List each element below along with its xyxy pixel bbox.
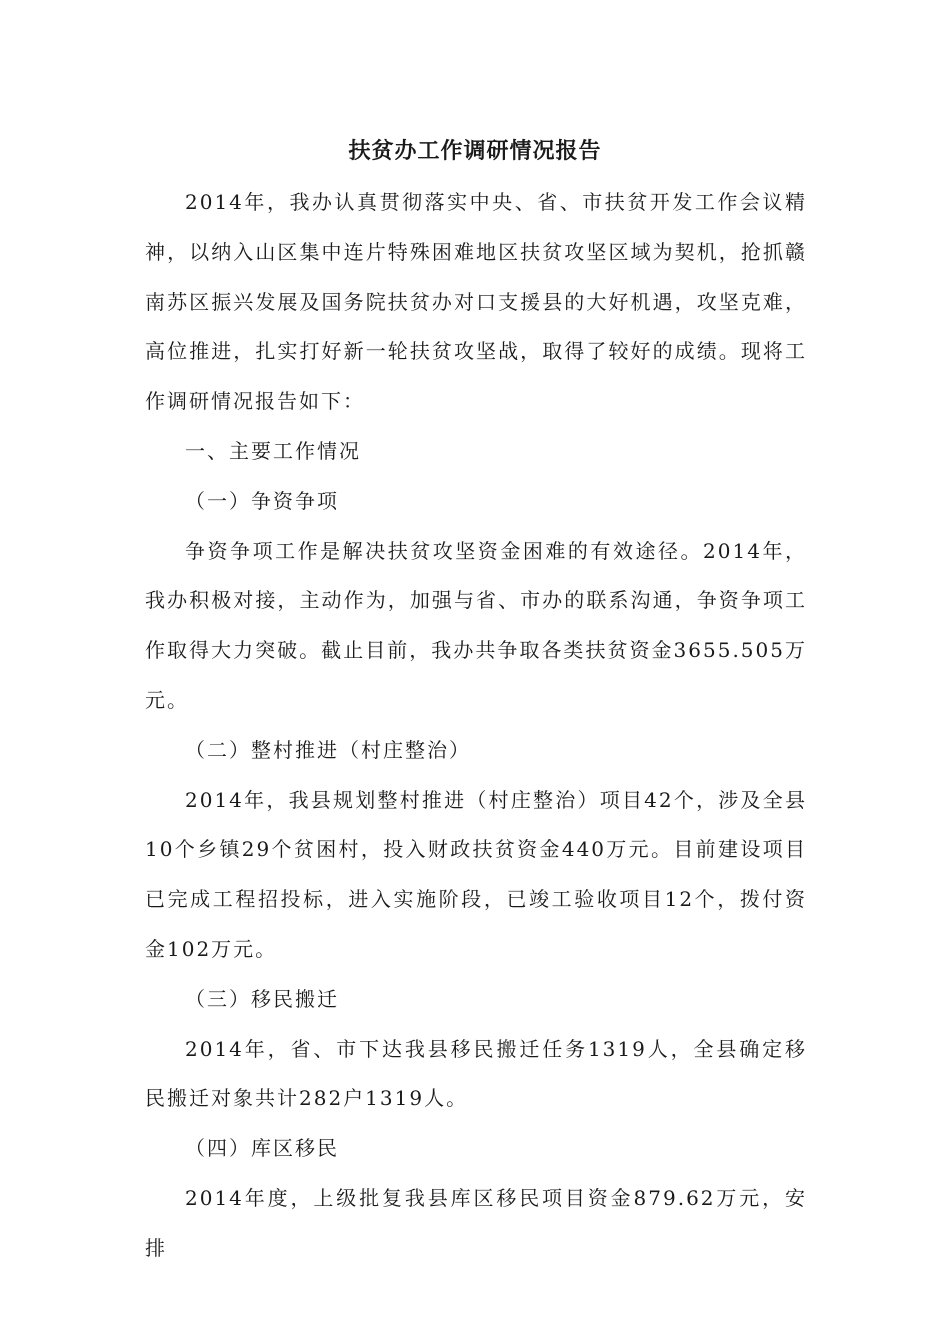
subsection-1-paragraph: 争资争项工作是解决扶贫攻坚资金困难的有效途径。2014年，我办积极对接，主动作为，加强与省、市办的联系沟通，争资争项工作取得大力突破。截止目前，我办共争取各类扶贫资金3655.505万元。 bbox=[145, 538, 807, 712]
subsection-4-paragraph: 2014年度，上级批复我县库区移民项目资金879.62万元，安排 bbox=[145, 1185, 807, 1260]
document-body bbox=[145, 178, 807, 1274]
subsection-1-heading: （一）争资争项 bbox=[185, 488, 339, 513]
document-title: 扶贫办工作调研情况报告 bbox=[348, 139, 602, 164]
section-1-heading: 一、主要工作情况 bbox=[185, 438, 361, 463]
subsection-3-paragraph: 2014年，省、市下达我县移民搬迁任务1319人，全县确定移民搬迁对象共计282户1319人。 bbox=[145, 1036, 807, 1111]
intro-paragraph: 2014年，我办认真贯彻落实中央、省、市扶贫开发工作会议精神，以纳入山区集中连片特殊困难地区扶贫攻坚区域为契机，抢抓赣南苏区振兴发展及国务院扶贫办对口支援县的大好机遇，攻坚克难，高位推进，扎实打好新一轮扶贫攻坚战，取得了较好的成绩。现将工作调研情况报告如下： bbox=[145, 190, 807, 414]
subsection-2-heading: （二）整村推进（村庄整治） bbox=[185, 737, 471, 762]
subsection-3-heading: （三）移民搬迁 bbox=[185, 986, 339, 1011]
subsection-4-heading: （四）库区移民 bbox=[185, 1136, 339, 1161]
subsection-2-paragraph: 2014年，我县规划整村推进（村庄整治）项目42个，涉及全县10个乡镇29个贫困村，投入财政扶贫资金440万元。目前建设项目已完成工程招投标，进入实施阶段，已竣工验收项目12个，拨付资金102万元。 bbox=[145, 787, 807, 961]
